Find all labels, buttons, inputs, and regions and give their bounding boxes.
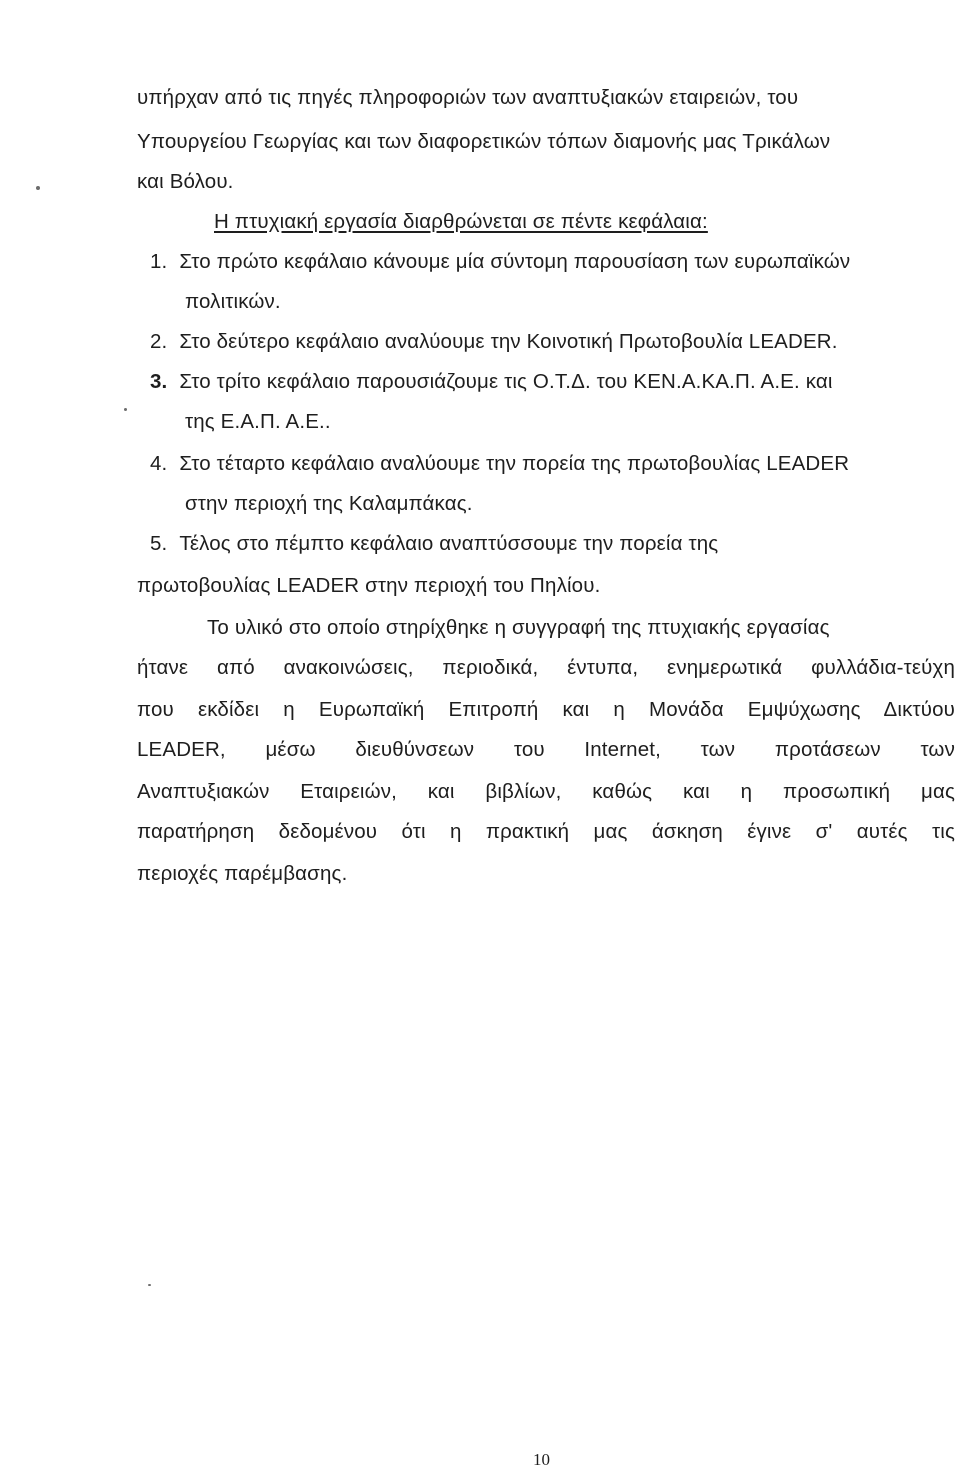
chapter-number: 1. [150, 250, 168, 273]
chapter-number: 5. [150, 532, 168, 555]
chapter-item [150, 248, 850, 276]
scan-speck [124, 408, 127, 411]
paragraph-line: ήτανε από ανακοινώσεις, περιοδικά, έντυπα, ενημερωτικά φυλλάδια-τεύχη [137, 656, 955, 679]
scan-speck [36, 186, 40, 190]
page-number: 10 [533, 1450, 550, 1469]
chapter-item-continuation: πρωτοβουλίας LEADER στην περιοχή του Πηλίου. [137, 574, 601, 597]
chapter-item [150, 530, 718, 558]
paragraph-line: Αναπτυξιακών Εταιρειών, και βιβλίων, καθώς και η προσωπική μας [137, 780, 955, 803]
scan-speck [148, 1284, 151, 1286]
chapter-text: Τέλος στο πέμπτο κεφάλαιο αναπτύσσουμε την πορεία της [179, 532, 719, 555]
intro-line: υπήρχαν από τις πηγές πληροφοριών των αναπτυξιακών εταιρειών, του [137, 86, 799, 109]
chapter-text: Στο δεύτερο κεφάλαιο αναλύουμε την Κοινοτική Πρωτοβουλία LEADER. [179, 330, 838, 353]
chapter-item [150, 368, 833, 396]
chapter-number: 3. [150, 370, 168, 393]
chapters-heading: Η πτυχιακή εργασία διαρθρώνεται σε πέντε κεφάλαια: [214, 210, 708, 233]
chapter-item-continuation: της Ε.Α.Π. Α.Ε.. [185, 410, 331, 433]
chapter-text: Στο τρίτο κεφάλαιο παρουσιάζουμε τις Ο.Τ.Δ. του ΚΕΝ.Α.ΚΑ.Π. Α.Ε. και [179, 370, 833, 393]
chapter-number: 2. [150, 330, 168, 353]
chapter-text: Στο τέταρτο κεφάλαιο αναλύουμε την πορεία της πρωτοβουλίας LEADER [179, 452, 850, 475]
chapter-item-continuation: πολιτικών. [185, 290, 281, 313]
chapter-number: 4. [150, 452, 168, 475]
paragraph-line: που εκδίδει η Ευρωπαϊκή Επιτροπή και η Μονάδα Εμψύχωσης Δικτύου [137, 698, 955, 721]
paragraph-line: Το υλικό στο οποίο στηρίχθηκε η συγγραφή της πτυχιακής εργασίας [207, 616, 830, 639]
paragraph-line: περιοχές παρέμβασης. [137, 862, 348, 885]
chapter-text: Στο πρώτο κεφάλαιο κάνουμε μία σύντομη παρουσίαση των ευρωπαϊκών [179, 250, 851, 273]
intro-line: και Βόλου. [137, 170, 234, 193]
chapter-item-continuation: στην περιοχή της Καλαμπάκας. [185, 492, 473, 515]
paragraph-line: LEADER, μέσω διευθύνσεων του Internet, των προτάσεων των [137, 738, 955, 761]
chapter-item [150, 450, 849, 478]
intro-line: Υπουργείου Γεωργίας και των διαφορετικών τόπων διαμονής μας Τρικάλων [137, 130, 831, 153]
chapter-item [150, 328, 838, 356]
paragraph-line: παρατήρηση δεδομένου ότι η πρακτική μας άσκηση έγινε σ' αυτές τις [137, 820, 955, 843]
